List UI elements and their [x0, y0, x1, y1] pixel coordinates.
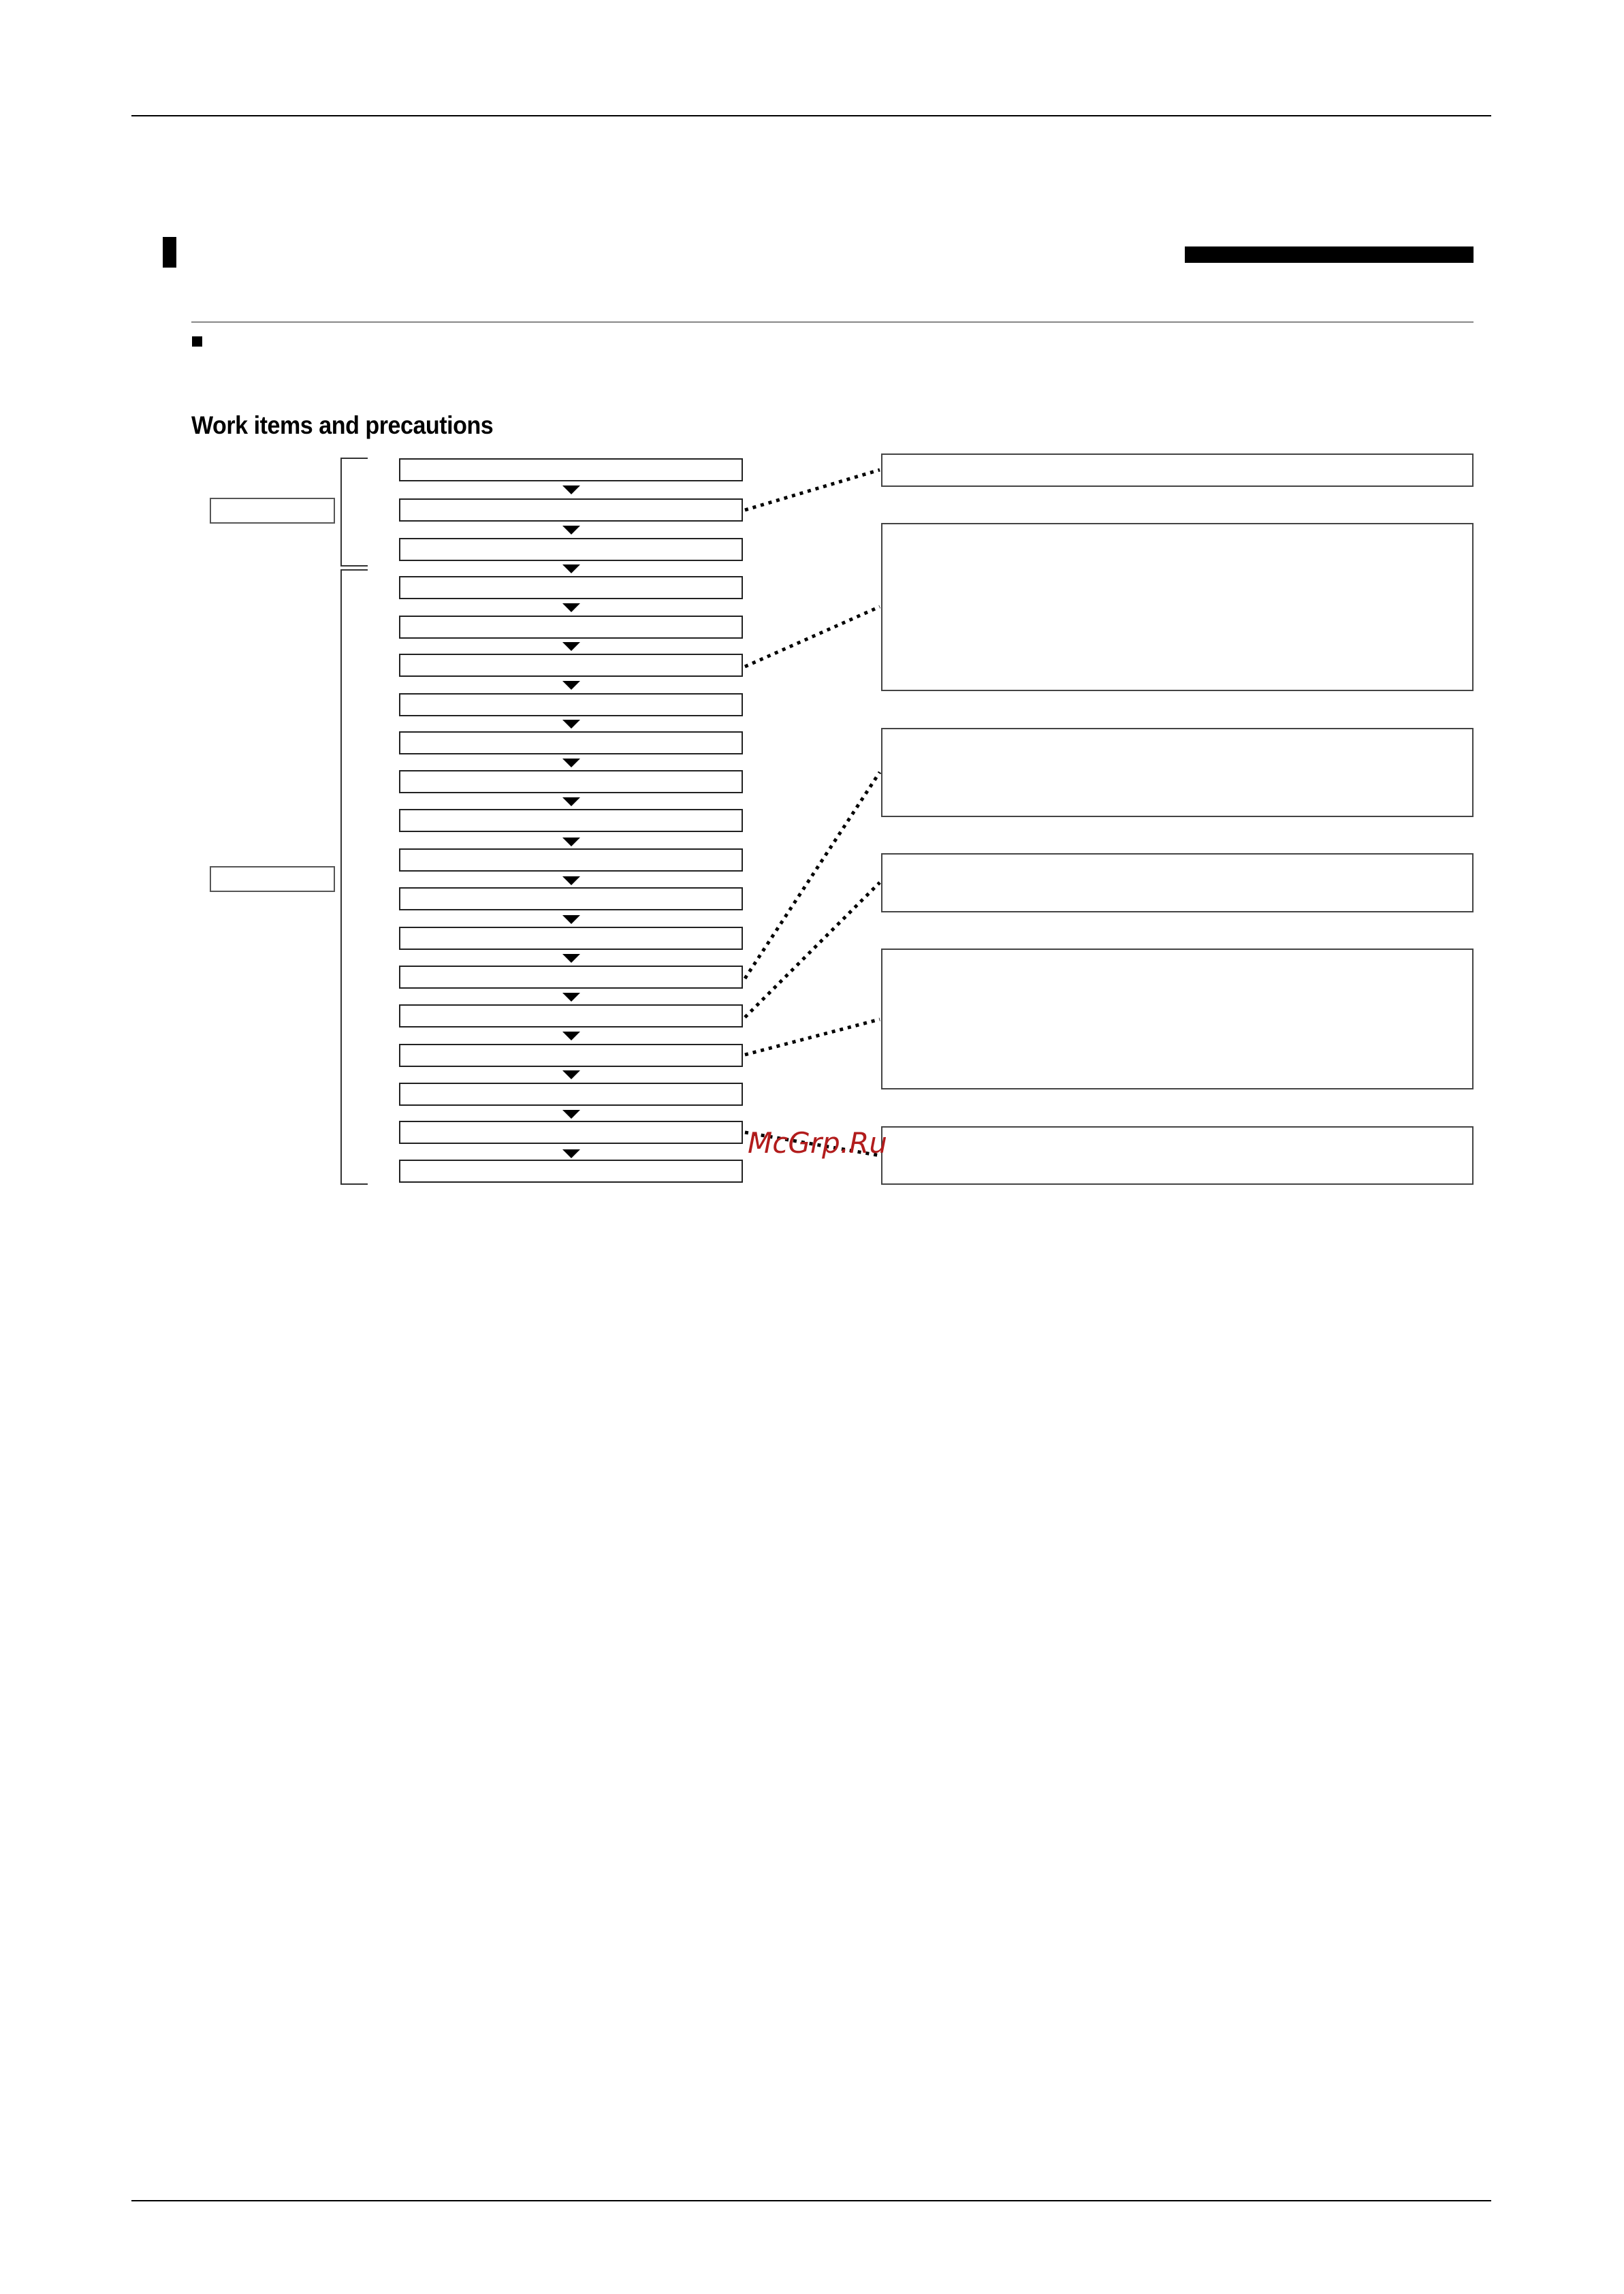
- page-bottom-rule: [131, 2200, 1491, 2201]
- connector-2: [745, 607, 880, 667]
- section-heading: Work items and precautions: [191, 411, 494, 439]
- connector-3: [745, 772, 880, 978]
- watermark: McGrp.Ru: [748, 1126, 887, 1160]
- connector-5: [745, 1019, 880, 1055]
- connector-1: [745, 470, 880, 510]
